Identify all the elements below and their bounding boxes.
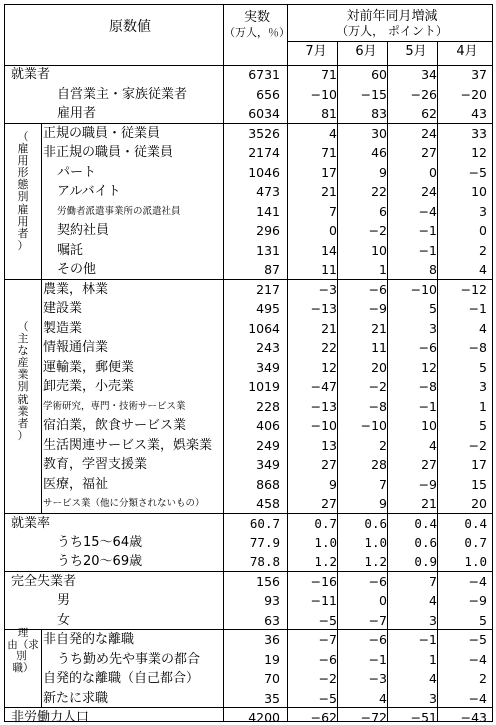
- change-value: 14: [321, 242, 337, 258]
- change-value: −6: [368, 574, 387, 589]
- change-value: 0.4: [464, 515, 487, 531]
- group-label-reason: 理 由（求 別 職）: [7, 627, 39, 674]
- actual-value: 60.7: [249, 515, 280, 531]
- month-header: 5月: [405, 44, 427, 59]
- change-value: −47: [310, 379, 337, 394]
- change-value: 24: [421, 184, 437, 199]
- actual-value: 1046: [248, 164, 280, 180]
- change-value: 0: [479, 223, 487, 238]
- change-value: −9: [418, 476, 437, 492]
- change-value: 13: [321, 437, 337, 453]
- column-header-change-unit: （万人， ポイント）: [336, 24, 448, 38]
- change-value: −3: [368, 671, 387, 686]
- actual-value: 868: [256, 476, 280, 492]
- column-divider: [287, 5, 288, 721]
- change-value: 30: [371, 125, 387, 141]
- change-value: 20: [371, 359, 387, 375]
- row-label: 医療，福祉: [43, 476, 109, 492]
- change-value: 12: [421, 359, 437, 375]
- change-value: 17: [321, 164, 337, 180]
- change-value: 4: [429, 671, 437, 686]
- row-divider: [5, 571, 492, 572]
- change-value: 22: [371, 184, 387, 199]
- change-value: −6: [318, 651, 337, 667]
- change-value: −5: [468, 632, 487, 647]
- row-label: 運輸業，郵便業: [43, 359, 135, 375]
- change-value: −2: [318, 671, 337, 686]
- change-value: 5: [479, 612, 487, 628]
- change-value: 7: [329, 203, 337, 219]
- change-value: −5: [318, 690, 337, 706]
- change-value: 43: [471, 105, 487, 121]
- change-value: 2: [479, 242, 487, 258]
- change-value: 37: [471, 67, 487, 82]
- change-value: 0: [379, 593, 387, 608]
- change-value: −4: [468, 651, 487, 667]
- change-value: −2: [368, 223, 387, 238]
- change-value: −10: [410, 281, 437, 297]
- change-value: −10: [360, 418, 387, 433]
- change-value: 0: [429, 164, 437, 180]
- row-label: アルバイト: [57, 184, 121, 199]
- change-value: −11: [310, 593, 337, 608]
- month-header: 6月: [355, 44, 377, 59]
- change-value: 71: [321, 145, 337, 160]
- change-value: 4: [329, 125, 337, 141]
- actual-value: 495: [256, 301, 280, 316]
- change-value: −4: [418, 203, 437, 219]
- change-value: 17: [471, 457, 487, 472]
- group-label-industry: （ 主 な 産 業 別 就 業 者 ）: [17, 320, 29, 442]
- row-label: 非正規の職員・従業員: [43, 145, 174, 160]
- change-value: −62: [310, 710, 337, 725]
- column-header-change: 対前年同月増減: [346, 9, 438, 24]
- actual-value: 243: [256, 340, 280, 355]
- row-divider: [5, 279, 492, 280]
- row-label: 就業率: [11, 515, 51, 531]
- change-value: −10: [310, 418, 337, 433]
- change-value: 2: [479, 671, 487, 686]
- change-value: 28: [371, 457, 387, 472]
- row-label: 契約社員: [57, 223, 110, 238]
- change-value: 21: [421, 496, 437, 511]
- actual-value: 35: [264, 690, 280, 706]
- change-value: 11: [321, 262, 337, 277]
- change-value: −4: [468, 690, 487, 706]
- change-value: −5: [318, 612, 337, 628]
- change-value: 10: [371, 242, 387, 258]
- actual-value: 2174: [248, 145, 280, 160]
- month-header: 7月: [305, 44, 327, 59]
- actual-value: 36: [264, 632, 280, 647]
- column-header-actual: 実数: [243, 10, 270, 25]
- change-value: 7: [429, 574, 437, 589]
- row-label: 建設業: [43, 301, 83, 316]
- change-value: 0.9: [414, 554, 437, 569]
- row-label: その他: [57, 262, 97, 277]
- change-value: 0: [329, 223, 337, 238]
- change-value: 4: [479, 320, 487, 336]
- column-divider: [41, 279, 42, 513]
- change-value: −9: [468, 593, 487, 608]
- change-value: 71: [321, 67, 337, 82]
- change-value: 22: [321, 340, 337, 355]
- change-value: 3: [429, 320, 437, 336]
- change-value: 1: [379, 262, 387, 277]
- change-value: 3: [479, 203, 487, 219]
- row-divider: [5, 123, 492, 124]
- actual-value: 131: [256, 242, 280, 258]
- column-divider: [223, 5, 224, 721]
- column-header-actual-unit: （万人，％）: [224, 26, 290, 39]
- row-label: 自営業主・家族従業者: [57, 86, 188, 102]
- change-value: −1: [418, 632, 437, 647]
- column-divider: [337, 41, 338, 721]
- change-value: 4: [479, 262, 487, 277]
- change-value: 4: [429, 593, 437, 608]
- change-value: −1: [468, 301, 487, 316]
- change-value: −1: [418, 223, 437, 238]
- change-value: 8: [429, 262, 437, 277]
- change-value: 24: [421, 125, 437, 141]
- column-divider: [41, 123, 42, 279]
- change-value: 15: [471, 476, 487, 492]
- row-label: うち20～69歳: [57, 554, 143, 569]
- change-value: −1: [418, 398, 437, 414]
- actual-value: 228: [256, 398, 280, 414]
- change-value: −7: [318, 632, 337, 647]
- change-value: 5: [429, 301, 437, 316]
- row-label: パート: [57, 164, 97, 180]
- change-value: −6: [368, 632, 387, 647]
- change-value: −26: [410, 86, 437, 102]
- change-value: 6: [379, 203, 387, 219]
- change-value: −4: [468, 574, 487, 589]
- row-label: 生活関連サービス業，娯楽業: [43, 437, 213, 453]
- row-divider: [5, 707, 492, 708]
- change-value: −5: [468, 164, 487, 180]
- row-divider: [5, 65, 492, 66]
- change-value: 27: [421, 145, 437, 160]
- change-value: 21: [321, 320, 337, 336]
- actual-value: 87: [264, 262, 280, 277]
- actual-value: 1064: [248, 320, 280, 336]
- row-label: 女: [57, 612, 71, 628]
- change-value: −3: [318, 281, 337, 297]
- actual-value: 1019: [248, 379, 280, 394]
- change-value: −8: [468, 340, 487, 355]
- change-value: 21: [321, 184, 337, 199]
- row-label: 宿泊業，飲食サービス業: [43, 418, 187, 433]
- change-value: 7: [379, 476, 387, 492]
- change-value: −8: [418, 379, 437, 394]
- labor-force-table: [4, 4, 493, 725]
- row-label: 農業，林業: [43, 281, 109, 297]
- change-value: 81: [321, 105, 337, 121]
- change-value: 3: [429, 690, 437, 706]
- change-value: 9: [379, 164, 387, 180]
- change-value: 46: [371, 145, 387, 160]
- actual-value: 19: [264, 651, 280, 667]
- change-value: 5: [479, 359, 487, 375]
- actual-value: 78.8: [249, 554, 280, 569]
- row-label: うち勤め先や事業の都合: [57, 651, 201, 667]
- row-label: 完全失業者: [11, 574, 77, 589]
- row-label: 雇用者: [57, 105, 97, 121]
- change-value: 4: [379, 690, 387, 706]
- actual-value: 6034: [248, 105, 280, 121]
- change-value: 11: [371, 340, 387, 355]
- actual-value: 249: [256, 437, 280, 453]
- month-header: 4月: [456, 44, 478, 59]
- row-label: 非自発的な離職: [43, 632, 135, 647]
- actual-value: 296: [256, 223, 280, 238]
- change-value: 3: [429, 612, 437, 628]
- change-value: −51: [410, 710, 437, 725]
- column-divider: [41, 629, 42, 707]
- row-divider: [5, 629, 492, 630]
- change-value: −7: [368, 612, 387, 628]
- change-value: 1.0: [464, 554, 487, 569]
- change-value: 1.0: [314, 535, 337, 550]
- change-value: −13: [310, 398, 337, 414]
- actual-value: 6731: [248, 67, 280, 82]
- change-value: 0.6: [414, 535, 437, 550]
- change-value: 83: [371, 105, 387, 121]
- column-header-original: 原数値: [109, 19, 151, 35]
- change-value: 62: [421, 105, 437, 121]
- actual-value: 458: [256, 496, 280, 511]
- change-value: 27: [421, 457, 437, 472]
- change-value: −1: [418, 242, 437, 258]
- actual-value: 141: [256, 203, 280, 219]
- change-value: 21: [371, 320, 387, 336]
- change-value: 60: [371, 67, 387, 82]
- change-value: 33: [471, 125, 487, 141]
- change-value: −8: [368, 398, 387, 414]
- change-value: 20: [471, 496, 487, 511]
- actual-value: 70: [264, 671, 280, 686]
- change-value: 4: [429, 437, 437, 453]
- change-value: −2: [468, 437, 487, 453]
- row-label: 非労働力人口: [11, 710, 90, 725]
- change-value: 2: [379, 437, 387, 453]
- change-value: −2: [368, 379, 387, 394]
- change-value: −16: [310, 574, 337, 589]
- change-value: −12: [460, 281, 487, 297]
- change-value: 5: [479, 418, 487, 433]
- change-value: 10: [421, 418, 437, 433]
- row-label: 情報通信業: [43, 340, 109, 355]
- actual-value: 217: [256, 281, 280, 297]
- change-value: 1.2: [364, 554, 387, 569]
- row-label: うち15～64歳: [57, 535, 143, 550]
- actual-value: 3526: [248, 125, 280, 141]
- row-label: サービス業（他に分類されないもの）: [43, 498, 205, 509]
- change-value: −20: [460, 86, 487, 102]
- change-value: −43: [460, 710, 487, 725]
- actual-value: 406: [256, 418, 280, 433]
- actual-value: 473: [256, 184, 280, 199]
- actual-value: 156: [256, 574, 280, 589]
- change-value: 34: [421, 67, 437, 82]
- group-label-employment-type: （ 雇 用 形 態 別 雇 用 者 ）: [17, 130, 29, 252]
- change-value: −10: [310, 86, 337, 102]
- change-value: 27: [321, 496, 337, 511]
- row-label: 労働者派遣事業所の派遣社員: [57, 205, 181, 217]
- row-label: 正規の職員・従業員: [43, 125, 161, 141]
- change-value: 1.2: [314, 554, 337, 569]
- change-value: 10: [471, 184, 487, 199]
- actual-value: 4200: [248, 710, 280, 725]
- change-value: −13: [310, 301, 337, 316]
- change-value: 0.4: [414, 515, 437, 531]
- change-value: −6: [418, 340, 437, 355]
- change-value: 3: [479, 379, 487, 394]
- row-label: 自発的な離職（自己都合）: [43, 671, 200, 686]
- change-value: −72: [360, 710, 387, 725]
- change-value: 9: [379, 496, 387, 511]
- change-value: 12: [321, 359, 337, 375]
- column-divider: [387, 41, 388, 721]
- change-value: 0.7: [464, 535, 487, 550]
- row-label: 教育，学習支援業: [43, 457, 148, 472]
- row-label: 嘱託: [57, 242, 84, 258]
- actual-value: 63: [264, 612, 280, 628]
- change-value: 0.6: [364, 515, 387, 531]
- row-label: 就業者: [11, 67, 51, 82]
- change-value: −1: [368, 651, 387, 667]
- row-label: 新たに求職: [43, 690, 109, 706]
- row-divider: [5, 513, 492, 514]
- row-label: 製造業: [43, 320, 83, 336]
- actual-value: 656: [256, 86, 280, 102]
- change-value: 1.0: [364, 535, 387, 550]
- change-value: 1: [479, 398, 487, 414]
- actual-value: 77.9: [249, 535, 280, 550]
- row-label: 学術研究，専門・技術サービス業: [43, 400, 186, 412]
- row-label: 男: [57, 593, 71, 608]
- column-divider: [437, 41, 438, 721]
- change-value: 1: [429, 651, 437, 667]
- row-label: 卸売業，小売業: [43, 379, 135, 394]
- actual-value: 349: [256, 457, 280, 472]
- change-value: 12: [471, 145, 487, 160]
- change-value: 9: [329, 476, 337, 492]
- actual-value: 349: [256, 359, 280, 375]
- actual-value: 93: [264, 593, 280, 608]
- change-value: −6: [368, 281, 387, 297]
- change-value: 0.7: [314, 515, 337, 531]
- change-value: −15: [360, 86, 387, 102]
- change-value: 27: [321, 457, 337, 472]
- change-value: −9: [368, 301, 387, 316]
- row-divider: [287, 41, 492, 42]
